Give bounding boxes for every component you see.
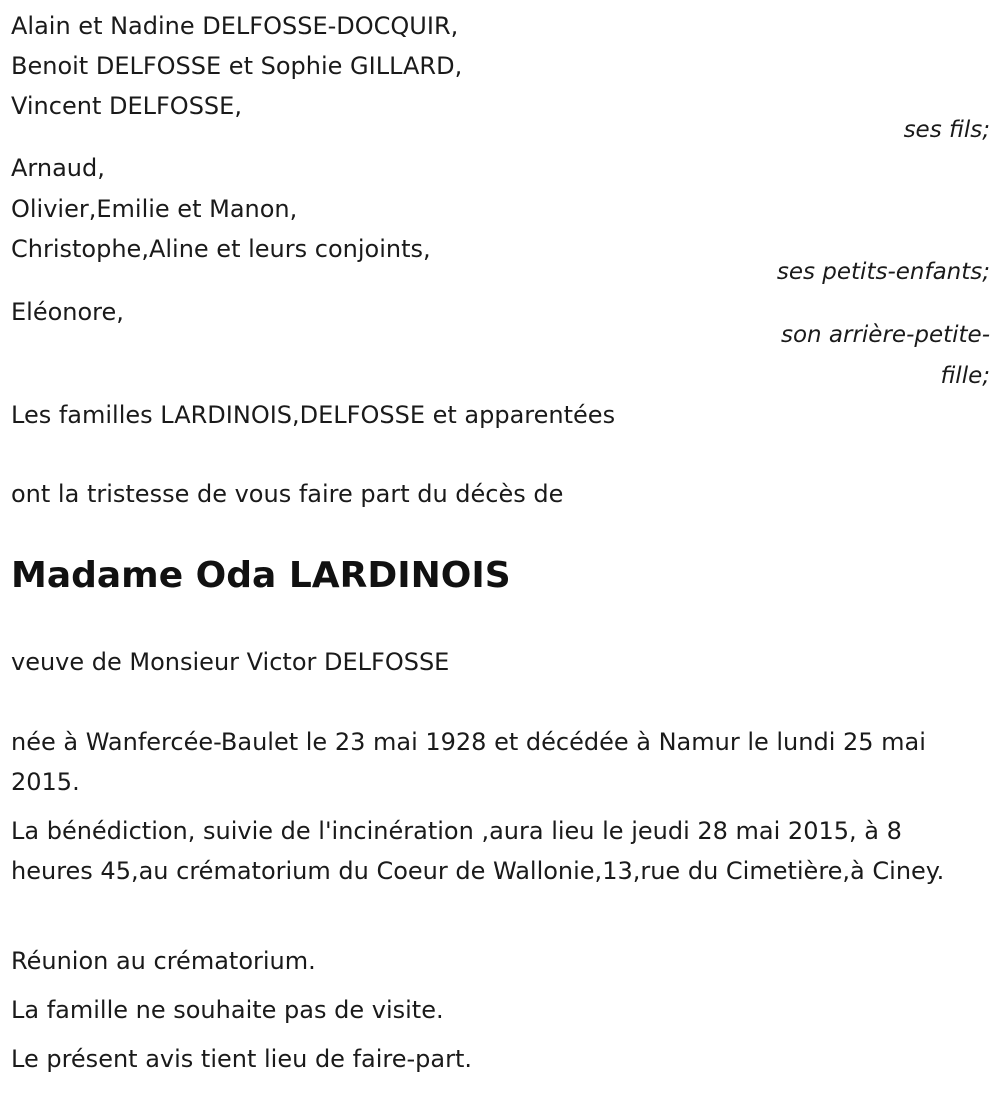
child-line-2: Benoit DELFOSSE et Sophie GILLARD, — [11, 52, 463, 80]
reunion-line: Réunion au crématorium. — [11, 947, 316, 975]
great-grandchild-role-line-1: son arrière-petite- — [780, 322, 990, 348]
spouse-line: veuve de Monsieur Victor DELFOSSE — [11, 648, 450, 676]
grandchild-line-3: Christophe,Aline et leurs conjoints, — [11, 235, 431, 263]
birth-death-paragraph: née à Wanfercée-Baulet le 23 mai 1928 et décédée à Namur le lundi 25 mai 2015. — [11, 728, 926, 796]
child-line-3: Vincent DELFOSSE, — [11, 92, 242, 120]
child-line-1: Alain et Nadine DELFOSSE-DOCQUIR, — [11, 12, 459, 40]
children-role: ses fils; — [903, 117, 990, 143]
great-grandchild-role-line-2: fille; — [940, 363, 990, 389]
families-line: Les familles LARDINOIS,DELFOSSE et apparentées — [11, 401, 616, 429]
deceased-name: Madame Oda LARDINOIS — [11, 555, 511, 596]
grandchild-line-1: Arnaud, — [11, 154, 105, 182]
grandchild-line-2: Olivier,Emilie et Manon, — [11, 195, 298, 223]
visits-line: La famille ne souhaite pas de visite. — [11, 996, 444, 1024]
grandchildren-role: ses petits-enfants; — [776, 259, 990, 285]
ceremony-paragraph: La bénédiction, suivie de l'incinération ,aura lieu le jeudi 28 mai 2015, à 8 heures 45,au crématorium du Coeur de Wallonie,13,rue du Cimetière,à Ciney. — [11, 817, 945, 885]
announcement-line: ont la tristesse de vous faire part du décès de — [11, 480, 564, 508]
great-grandchild-line-1: Eléonore, — [11, 298, 124, 326]
notice-line: Le présent avis tient lieu de faire-part. — [11, 1045, 473, 1073]
